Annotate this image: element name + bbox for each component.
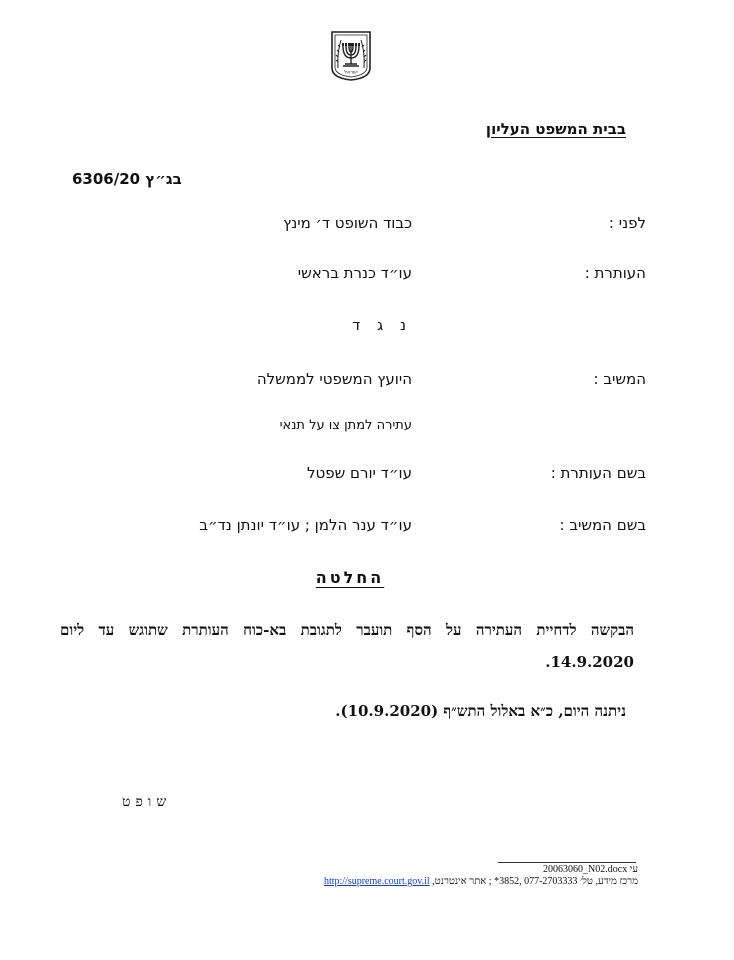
given-date-line: ניתנה היום, כ״א באלול התש״ף (10.9.2020). <box>335 702 626 720</box>
respondent-counsel-label: בשם המשיב : <box>559 516 646 534</box>
petitioner-counsel-name: עו״ד יורם שפטל <box>307 464 412 482</box>
petitioner-counsel-label: בשם העותרת : <box>550 464 646 482</box>
before-label: לפני : <box>608 214 646 232</box>
proceeding-type: עתירה למתן צו על תנאי <box>279 418 412 433</box>
judge-name: כבוד השופט ד׳ מינץ <box>283 214 412 232</box>
judge-signature: שופט <box>122 794 172 810</box>
versus-text: נ ג ד <box>352 316 412 334</box>
respondent-label: המשיב : <box>593 370 646 388</box>
court-website-link[interactable]: http://supreme.court.gov.il <box>323 876 430 887</box>
respondent-counsel-names: עו״ד ענר הלמן ; עו״ד יונתן נד״ב <box>199 516 412 534</box>
emblem-caption: ישראל <box>344 69 358 76</box>
petitioner-name: עו״ד כנרת בראשי <box>297 264 412 282</box>
court-name: בבית המשפט העליון <box>485 120 626 138</box>
decision-title: החלטה <box>315 568 385 587</box>
file-reference: 20063060_N02.docx עי <box>543 864 638 875</box>
decision-body: הבקשה לדחיית העתירה על הסף תועבר לתגובת בא-כוח העותרת שתוגש עד ליום 14.9.2020. <box>60 621 634 671</box>
footer-contact <box>324 876 638 887</box>
state-emblem-icon <box>324 28 378 82</box>
respondent-name: היועץ המשפטי לממשלה <box>256 370 412 388</box>
petitioner-label: העותרת : <box>584 264 646 282</box>
footer-divider <box>498 862 636 863</box>
footer-contact-text: מרכז מידע, טל׳ 077-2703333 ,3852* ; אתר אינטרנט, <box>432 876 638 887</box>
case-number: בג״ץ 6306/20 <box>72 170 182 188</box>
